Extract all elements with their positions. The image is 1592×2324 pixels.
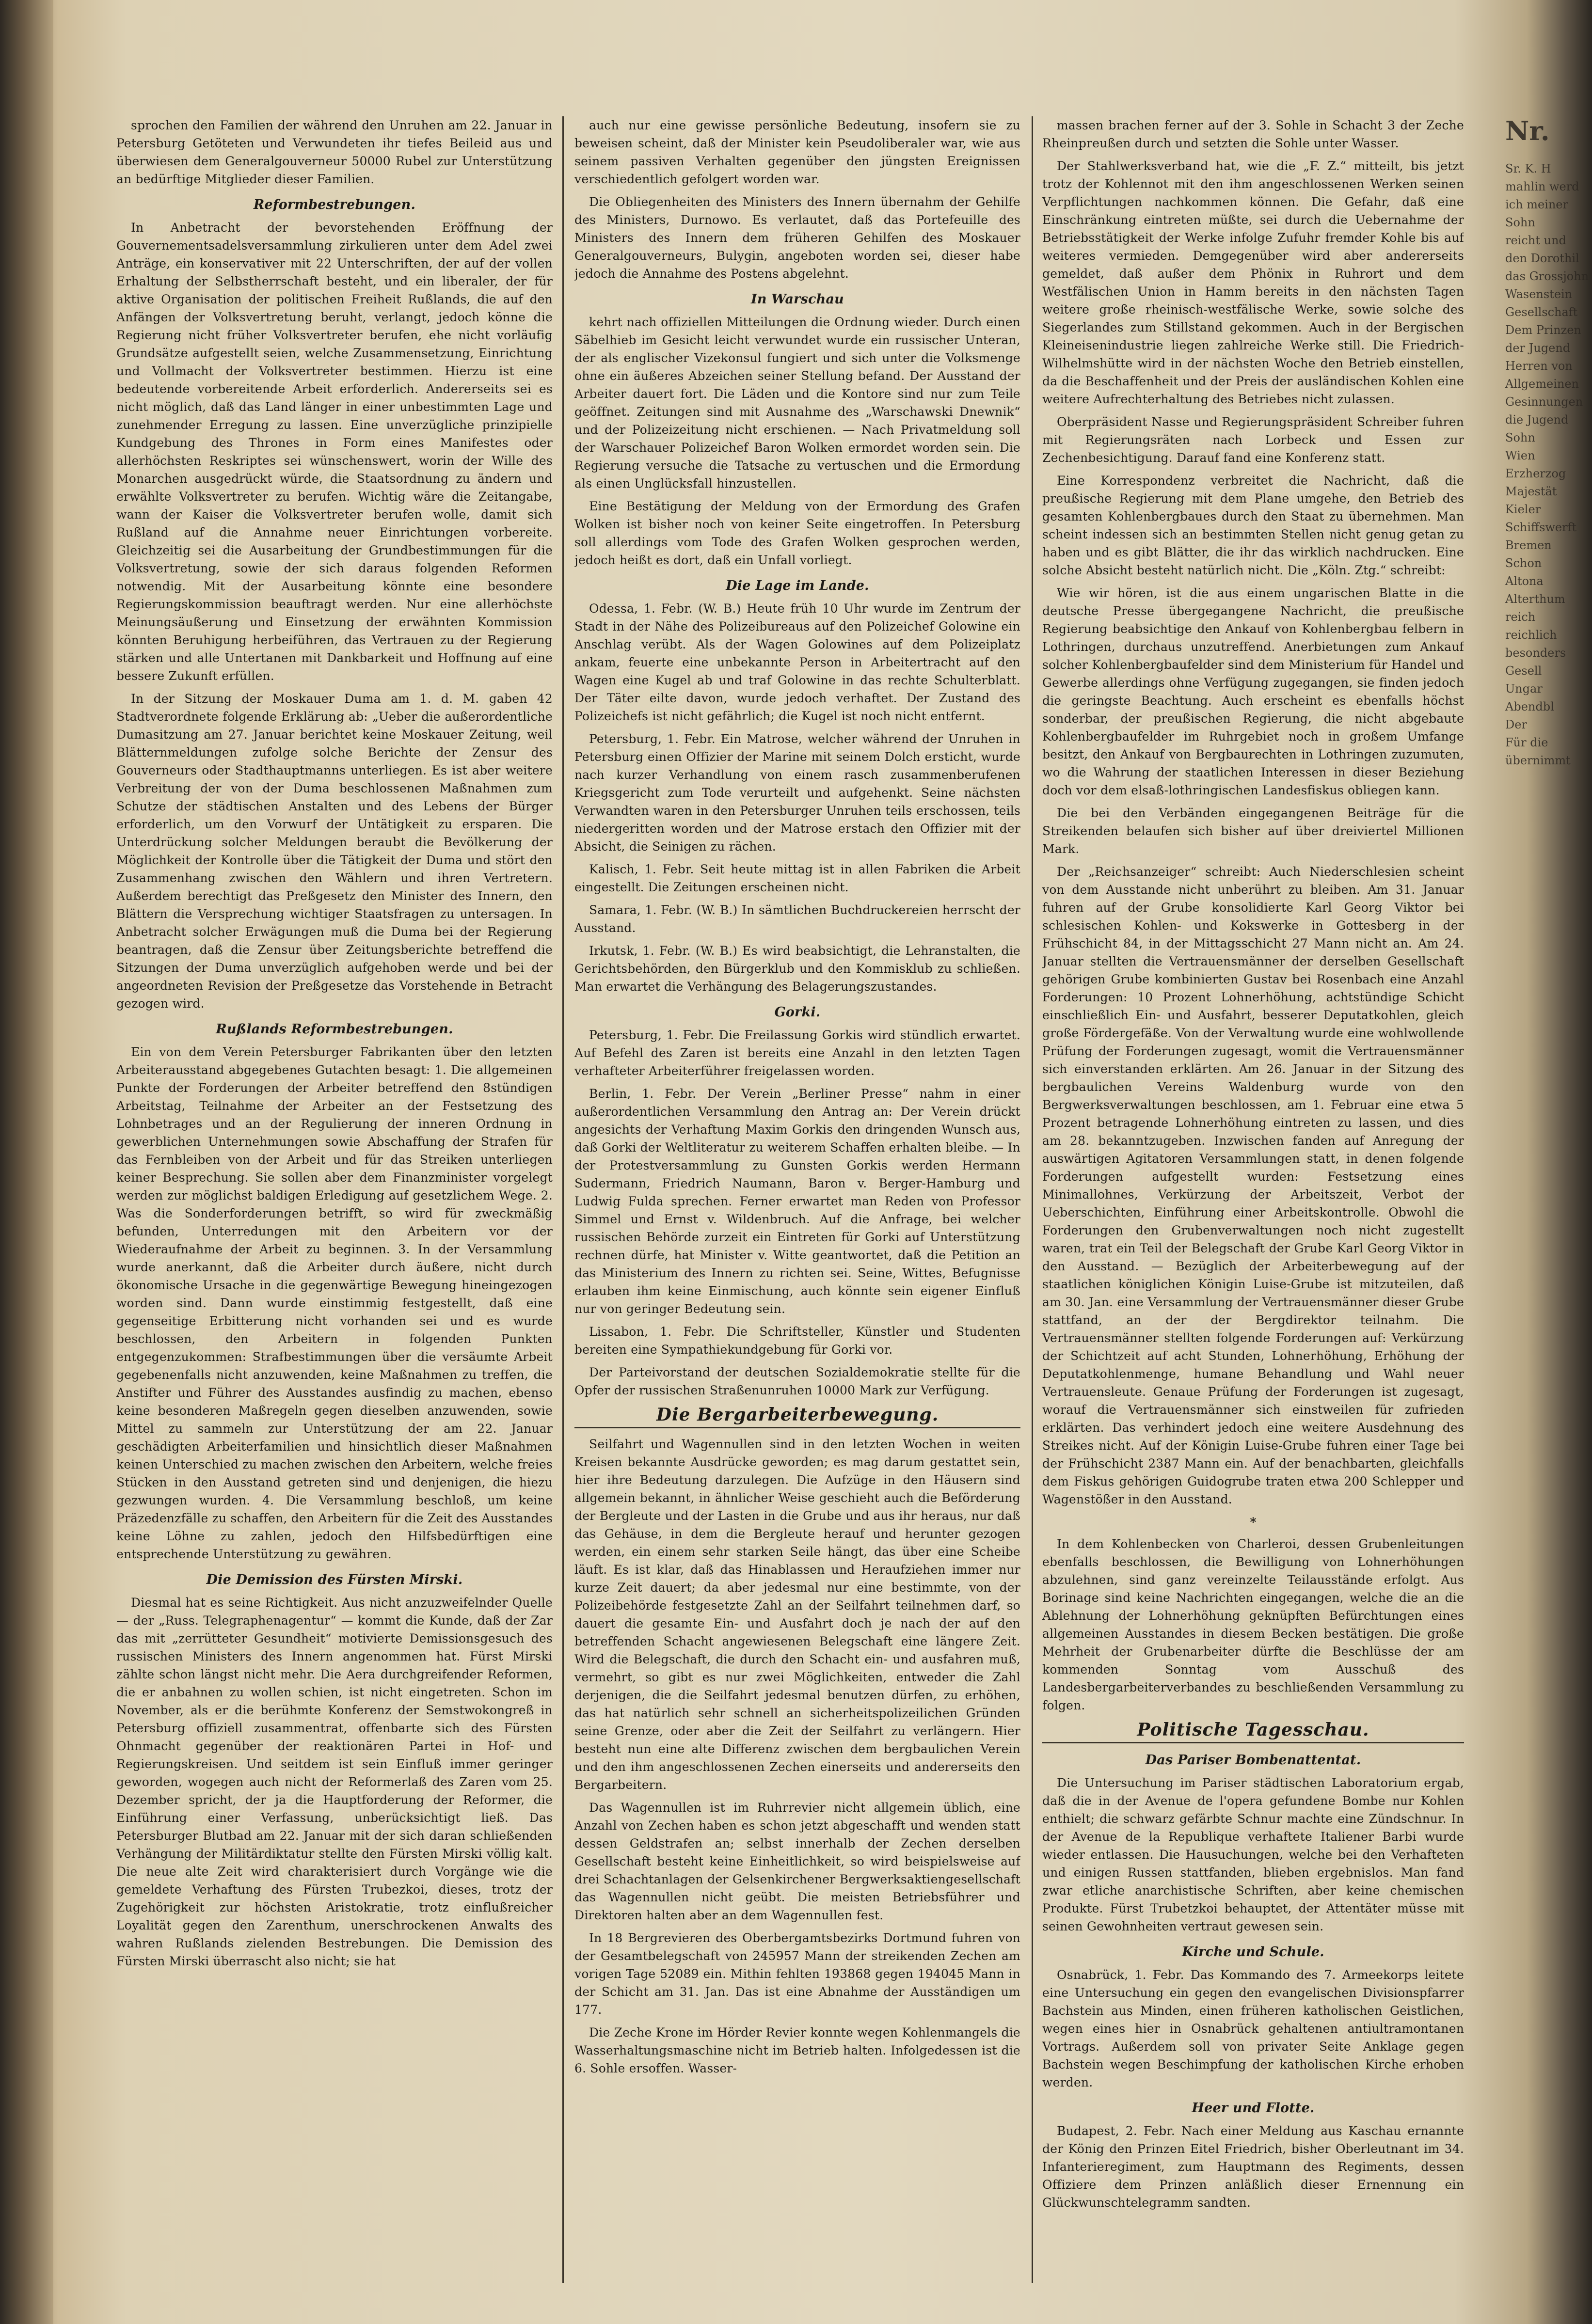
article-paragraph: Die bei den Verbänden eingegangenen Beiträge für die Streikenden belaufen sich bisher auf über dreiviertel Millionen Mark. bbox=[1042, 806, 1464, 856]
adjacent-page-text: Ungar bbox=[1505, 682, 1543, 696]
adjacent-page-text: Gesinnungen bbox=[1505, 395, 1583, 409]
newspaper-page bbox=[87, 116, 1469, 2283]
department-heading: Die Bergarbeiterbewegung. bbox=[574, 1406, 1020, 1428]
section-heading: In Warschau bbox=[751, 292, 844, 307]
department-heading: Politische Tagesschau. bbox=[1042, 1721, 1464, 1743]
article-paragraph: Ein von dem Verein Petersburger Fabrikanten über den letzten Arbeiterausstand abgegebenes Gutachten besagt: 1. Die allgemeinen Punkte der Forderungen der Arbeiter betreffend den 8stündigen Arbeitstag, Teilnahme der Arbeiter an der Festsetzung des Lohnbetrages und an der Regulierung der inneren Ordnung in gewerblichen Unternehmungen sowie Abschaffung der Strafen für das Fernbleiben von der Arbeit und für das Streiken unterliegen keiner Besprechung. Sie sollen aber dem Finanzminister vorgelegt werden zur möglichst baldigen Erledigung auf gesetzlichem Wege. 2. Was die Sonderforderungen betrifft, so wird für zweckmäßig befunden, Unterredungen mit den Arbeitern vor der Wiederaufnahme der Arbeit zu beginnen. 3. In der Versammlung wurde anerkannt, daß die Arbeiter durch äußere, nicht durch ökonomische Ursache in die gegenwärtige Bewegung hineingezogen worden sind. Dann wurde einstimmig festgestellt, daß eine gegenseitige Erbitterung nicht vorhanden sei und es wurde beschlossen, den Arbeitern in folgenden Punkten entgegenzukommen: Strafbestimmungen über die versäumte Arbeit gegebenenfalls nicht anzuwenden, keine Maßnahmen zu treffen, die Anstifter und Führer des Ausstandes ausfindig zu machen, ebenso keine besonderen Maßregeln gegen dieselben anzuwenden, sowie Mittel zu sammeln zur Unterstützung der am 22. Januar geschädigten Arbeiterfamilien und hinsichtlich dieser Maßnahmen keinen Unterschied zu machen zwischen den Arbeitern, welche freies Stücken in den Ausstand getreten sind und denjenigen, die hiezu gezwungen wurden. 4. Die Versammlung beschloß, um keine Präzedenzfälle zu schaffen, den Arbeitern für die Zeit des Ausstandes keine Löhne zu zahlen, jedoch den Hilfsbedürftigen eine entsprechende Unterstützung zu gewähren. bbox=[116, 1045, 553, 1561]
article-paragraph: Osnabrück, 1. Febr. Das Kommando des 7. Armeekorps leitete eine Untersuchung ein gegen den evangelischen Divisionspfarrer Bachstein aus Minden, einen früheren katholischen Geistlichen, wegen eines hier in Osnabrück gehaltenen antiultramontanen Vortrags. Außerdem soll von privater Seite Anklage gegen Bachstein wegen Beschimpfung der katholischen Kirche erhoben werden. bbox=[1042, 1968, 1464, 2089]
article-paragraph: Petersburg, 1. Febr. Die Freilassung Gorkis wird stündlich erwartet. Auf Befehl des Zaren ist bereits eine Anzahl in den letzten Tagen verhafteter Arbeiterführer freigelassen worden. bbox=[574, 1028, 1020, 1078]
article-paragraph: Seilfahrt und Wagennullen sind in den letzten Wochen in weiten Kreisen bekannte Ausdrücke geworden; es mag darum gestattet sein, hier ihre Bedeutung darzulegen. Die Aufzüge in den Häusern sind allgemein bekannt, in ähnlicher Weise geschieht auch die Beförderung der Bergleute und der Lasten in die Grube und aus ihr heraus, nur daß das Gehäuse, in dem die Bergleute herauf und herunter gezogen werden, ein einem sehr starken Seile hängt, das über eine Scheibe läuft. Es ist klar, daß das Hinablassen und Heraufziehen immer nur kurze Zeit dauert; da aber jedesmal nur eine bestimmte, von der Polizeibehörde festgesetzte Zahl an der Seilfahrt teilnehmen darf, so dauert die gesamte Ein- und Ausfahrt doch je nach der auf den betreffenden Schacht angewiesenen Belegschaft eine längere Zeit. Wird die Belegschaft, die durch den Schacht ein- und ausfahren muß, vermehrt, so gibt es nur zwei Möglichkeiten, entweder die Zahl derjenigen, die die Seilfahrt jedesmal benutzen dürfen, zu erhöhen, das hat natürlich sehr schnell an sicherheitspolizeilichen Gründen seine Grenze, oder aber die Zeit der Seilfahrt zu verlängern. Hier besteht nun eine alte Differenz zwischen dem bergbaulichen Verein und den ihm angeschlossenen Zechen einerseits und andererseits den Bergarbeitern. bbox=[574, 1437, 1020, 1792]
adjacent-page-text: übernimmt bbox=[1505, 754, 1571, 767]
adjacent-page-text: reicht und bbox=[1505, 234, 1566, 247]
adjacent-page-text: Sr. K. H bbox=[1505, 162, 1551, 175]
adjacent-page-text: Schiffswerft bbox=[1505, 521, 1577, 534]
section-heading: Die Lage im Lande. bbox=[726, 578, 869, 593]
section-heading: Heer und Flotte. bbox=[1192, 2101, 1315, 2116]
article-paragraph: massen brachen ferner auf der 3. Sohle in Schacht 3 der Zeche Rheinpreußen durch und setzten die Sohle unter Wasser. bbox=[1042, 118, 1464, 150]
section-heading: Die Demission des Fürsten Mirski. bbox=[206, 1572, 463, 1587]
adjacent-page-text: der Jugend bbox=[1505, 341, 1571, 355]
adjacent-page-text: Bremen bbox=[1505, 538, 1552, 552]
article-paragraph: In dem Kohlenbecken von Charleroi, dessen Grubenleitungen ebenfalls beschlossen, die Bewilligung von Lohnerhöhungen abzulehnen, sind ganz vereinzelte Teilausstände erfolgt. Aus Borinage sind keine Nachrichten eingegangen, welche die an die Ablehnung der Lohnerhöhung geknüpften Befürchtungen eines allgemeinen Ausstandes in diesem Becken bestätigen. Die große Mehrheit der Grubenarbeiter dürfte die Beschlüsse der am kommenden Sonntag vom Ausschuß des Landesbergarbeiterverbandes zu beschließenden Versammlung zu folgen. bbox=[1042, 1537, 1464, 1712]
article-paragraph: Eine Bestätigung der Meldung von der Ermordung des Grafen Wolken ist bisher noch von keiner Seite eingetroffen. In Petersburg soll allerdings vom Tode des Grafen Wolken gesprochen werden, jedoch heißt es dort, daß ein Unfall vorliegt. bbox=[574, 499, 1020, 567]
article-paragraph: Lissabon, 1. Febr. Die Schriftsteller, Künstler und Studenten bereiten eine Sympathiekundgebung für Gorki vor. bbox=[574, 1325, 1020, 1357]
column-divider bbox=[562, 116, 564, 2283]
adjacent-page-text: Herren von bbox=[1505, 359, 1573, 373]
adjacent-page-text: Für die bbox=[1505, 736, 1548, 749]
section-heading: Das Pariser Bombenattentat. bbox=[1145, 1753, 1361, 1768]
article-paragraph: Die Zeche Krone im Hörder Revier konnte wegen Kohlenmangels die Wasserhaltungsmaschine nicht im Betrieb halten. Infolgedessen ist die 6. Sohle ersoffen. Wasser- bbox=[574, 2025, 1020, 2075]
article-paragraph: Der Stahlwerksverband hat, wie die „F. Z.“ mitteilt, bis jetzt trotz der Kohlennot mit den ihm angeschlossenen Werken seinen Verpflichtungen nachkommen können. Die Gefahr, daß eine Einschränkung eintreten müßte, sei durch die Uebernahme der Betriebsstätigkeit der Werke infolge Zufuhr fremder Kohle bis auf weiteres vermieden. Demgegenüber wird aber andererseits gemeldet, daß außer dem Phönix in Ruhrort und dem Westfälischen Union in Hamm bereits in den nächsten Tagen weitere große rheinisch-westfälische Werke, sowie solche des Siegerlandes zum Stillstand gekommen. Auch in der Bergischen Kleineisenindustrie liegen zahlreiche Werke still. Die Friedrich-Wilhelmshütte wird in der nächsten Woche den Betrieb einstellen, da die Beschaffenheit und der Preis der ausländischen Kohlen eine weitere Aufrechterhaltung des Betriebes nicht zulassen. bbox=[1042, 159, 1464, 406]
article-paragraph: In Anbetracht der bevorstehenden Eröffnung der Gouvernementsadelsversammlung zirkulieren unter dem Adel zwei Anträge, ein konservativer mit 22 Unterschriften, der auf der vollen Erhaltung der Selbstherrschaft besteht, und ein liberaler, der für aktive Organisation der politischen Freiheit Rußlands, die auf den Anfängen der Volksvertretung beruht, verlangt, jedoch könne die Regierung nicht früher Volksvertreter berufen, ehe nicht vorläufig Grundsätze aufgestellt seien, welche Zusammensetzung, Einrichtung und Vollmacht der Volksvertreter bestimmen. Hierzu ist eine bedeutende vorbereitende Arbeit erforderlich. Andererseits sei es nicht möglich, daß das Land länger in einer unbestimmten Lage und zunehmender Erregung zu lassen. Eine unverzügliche prinzipielle Kundgebung des Thrones in Form eines Manifestes oder allerhöchsten Reskriptes sei wünschenswert, worin der Wille des Monarchen ausgedrückt würde, die Staatsordnung zu ändern und erwählte Volksvertreter zu berufen. Wichtig wäre die Zeitangabe, wann der Kaiser die Volksvertreter berufen wolle, damit sich Rußland auf die Annahme neuer Einrichtungen vorbereite. Gleichzeitig sei die Ausarbeitung der Grundbestimmungen für die Volksvertretung, sowie der sich daraus folgenden Reformen notwendig. Mit der Ausarbeitung könnte eine besondere Regierungskommission beauftragt werden. Nur eine allerhöchste Meinungsäußerung und Einsetzung der erwähnten Kommission könnten Beruhigung herbeiführen, das Vertrauen zu der Regierung stärken und alle Untertanen mit Dankbarkeit und Hoffnung auf eine bessere Zukunft erfüllen. bbox=[116, 221, 553, 683]
adjacent-page-text: Sohn bbox=[1505, 216, 1535, 229]
adjacent-page-text: reich bbox=[1505, 610, 1536, 624]
column-middle bbox=[574, 116, 1020, 2283]
adjacent-page-text: mahlin werd bbox=[1505, 180, 1579, 193]
adjacent-page-text: Gesell bbox=[1505, 664, 1542, 678]
article-paragraph: Die Untersuchung im Pariser städtischen Laboratorium ergab, daß die in der Avenue de l'opera gefundene Bombe nur Kohlen enthielt; die schwarz gefärbte Schnur machte eine Zündschnur. In der Avenue de la Republique verhaftete Italiener Barbi wurde wieder entlassen. Die Hausuchungen, welche bei den Verhafteten und einigen Russen stattfanden, blieben ergebnislos. Man fand zwar etliche anarchistische Schriften, aber keine chemischen Produkte. Fürst Trubetzkoi behauptet, der Attentäter müsse mit seinen Gewohnheiten vertraut gewesen sein. bbox=[1042, 1776, 1464, 1933]
adjacent-page-text: ich meiner bbox=[1505, 198, 1568, 211]
article-paragraph: sprochen den Familien der während den Unruhen am 22. Januar in Petersburg Getöteten und Verwundeten ihr tiefes Beileid aus und überwiesen dem Generalgouverneur 50000 Rubel zur Unterstützung an bedürftige Mitglieder dieser Familien. bbox=[116, 118, 553, 186]
column-right bbox=[1042, 116, 1464, 2283]
section-heading: Kirche und Schule. bbox=[1182, 1945, 1324, 1960]
article-paragraph: Die Obliegenheiten des Ministers des Innern übernahm der Gehilfe des Ministers, Durnowo. Es verlautet, daß das Portefeuille des Ministers des Innern dem früheren Gehilfen des Moskauer Generalgouverneurs, Bulygin, angeboten worden sei, dieser habe jedoch die Annahme des Postens abgelehnt. bbox=[574, 195, 1020, 281]
article-paragraph: Der Parteivorstand der deutschen Sozialdemokratie stellte für die Opfer der russischen Straßenunruhen 10000 Mark zur Verfügung. bbox=[574, 1365, 1020, 1397]
article-paragraph: Samara, 1. Febr. (W. B.) In sämtlichen Buchdruckereien herrscht der Ausstand. bbox=[574, 903, 1020, 935]
article-paragraph: Odessa, 1. Febr. (W. B.) Heute früh 10 Uhr wurde im Zentrum der Stadt in der Nähe des Polizeibureaus auf den Polizeichef Golowine ein Anschlag verübt. Als der Wagen Golowines auf dem Polizeiplatz ankam, feuerte eine unbekannte Person in Arbeitertracht auf den Wagen eine Kugel ab und traf Golowine in das rechte Schulterblatt. Der Täter eilte davon, wurde jedoch verhaftet. Der Zustand des Polizeichefs ist nicht gefährlich; die Kugel ist noch nicht entfernt. bbox=[574, 601, 1020, 723]
adjacent-page-text: Gesellschaft bbox=[1505, 305, 1578, 319]
adjacent-page-text: den Dorothil bbox=[1505, 252, 1579, 265]
adjacent-page-text: Abendbl bbox=[1505, 700, 1554, 713]
adjacent-page-text: Sohn bbox=[1505, 431, 1535, 444]
adjacent-page-text: besonders bbox=[1505, 646, 1566, 660]
adjacent-page-text: Alterthum bbox=[1505, 592, 1565, 606]
adjacent-page-text: Kieler bbox=[1505, 503, 1541, 516]
article-paragraph: Der „Reichsanzeiger“ schreibt: Auch Niederschlesien scheint von dem Ausstande nicht unberührt zu bleiben. Am 31. Januar fuhren auf der Grube konsolidierte Karl Georg Viktor bei schlesischen Kohlen- und Kokswerke in Gottesberg in der Frühschicht 84, in der Mittagsschicht 27 Mann nicht an. Am 24. Januar stellten die Vertrauensmänner der derselben Gesellschaft gehörigen Grube kombinierten Gustav bei Rosenbach eine Anzahl Forderungen: 10 Prozent Lohnerhöhung, achtstündige Schicht einschließlich Ein- und Ausfahrt, besserer Deputatkohlen, gleich große Fördergefäße. Von der Verwaltung wurde eine wohlwollende Prüfung der Forderungen zugesagt, womit die Vertrauensmänner sich einverstanden erklärten. Am 26. Januar in der Sitzung des bergbaulichen Vereins Waldenburg wurde von den Bergwerksverwaltungen beschlossen, am 1. Februar eine etwa 5 Prozent betragende Lohnerhöhung eintreten zu lassen, und dies am 28. bekanntzugeben. Inzwischen fanden auf Anregung der auswärtigen Agitatoren Versammlungen statt, in denen folgende Forderungen aufgestellt wurden: Festsetzung eines Minimallohnes, Verkürzung der Arbeitszeit, Verbot der Ueberschichten, Einführung einer Arbeitskontrolle. Obwohl die Forderungen den Grubenverwaltungen noch nicht zugestellt waren, trat ein Teil der Belegschaft der Grube Karl Georg Viktor in den Ausstand. — Bezüglich der Arbeiterbewegung auf der staatlichen königlichen Königin Luise-Grube ist mitzuteilen, daß am 30. Jan. eine Versammlung der Vertrauensmänner dieser Grube stattfand, an der der Bergdirektor teilnahm. Die Vertrauensmänner stellten folgende Forderungen auf: Verkürzung der Schichtzeit auf acht Stunden, Lohnerhöhung, Erhöhung der Deputatkohlenmenge, humane Behandlung und Wahl neuer Vertrauensleute. Genaue Prüfung der Forderungen ist zugesagt, worauf die Vertrauensmänner sich einstweilen für zufrieden erklärten. Das verhindert jedoch eine weitere Ausdehnung des Streikes nicht. Auf der Königin Luise-Grube fuhren einer Tage bei der Frühschicht 2387 Mann ein. Auf der benachbarten, gleichfalls dem Fiskus gehörigen Guidogrube traten etwa 200 Schlepper und Wagenstößer in den Ausstand. bbox=[1042, 865, 1464, 1506]
adjacent-page-edge bbox=[1505, 116, 1592, 1958]
adjacent-page-text: Allgemeinen bbox=[1505, 377, 1579, 391]
separator-mark: * bbox=[1250, 1515, 1257, 1529]
article-paragraph: In der Sitzung der Moskauer Duma am 1. d. M. gaben 42 Stadtverordnete folgende Erklärung ab: „Ueber die außerordentliche Dumasitzung am 27. Januar berichtet keine Moskauer Zeitung, weil Blätternmeldungen zufolge solche Berichte der Zensur des Gouverneurs oder Stadthauptmanns unterliegen. Es ist aber weitere Verbreitung der von der Duma beschlossenen Maßnahmen zum Schutze der städtischen Anstalten und des Lebens der Bürger erforderlich, um den Vorwurf der Untätigkeit zu ersparen. Die Unterdrückung solcher Meldungen beraubt die Bevölkerung der Möglichkeit der Kontrolle über die Tätigkeit der Duma und stört den Zusammenhang zwischen den Wählern und ihren Vertretern. Außerdem berechtigt das Preßgesetz den Minister des Innern, den Blättern die Versprechung wichtiger Staatsfragen zu untersagen. In Anbetracht solcher Erwägungen muß die Duma bei der Regierung beantragen, daß die Zensur über Zeitungsberichte betreffend die Sitzungen der Duma unverzüglich aufgehoben werde und bei der angeordneten Revision der Preßgesetze das Vorstehende in Betracht gezogen wird. bbox=[116, 692, 553, 1011]
article-paragraph: Budapest, 2. Febr. Nach einer Meldung aus Kaschau ernannte der König den Prinzen Eitel Friedrich, bisher Oberleutnant im 34. Infanterieregiment, zum Hauptmann des Regiments, dessen Offiziere dem Prinzen anläßlich dieser Ernennung ein Glückwunschtelegramm sandten. bbox=[1042, 2124, 1464, 2210]
article-paragraph: Das Wagennullen ist im Ruhrrevier nicht allgemein üblich, eine Anzahl von Zechen haben es schon jetzt abgeschafft und wenden statt dessen Geldstrafen an; selbst innerhalb der Zechen derselben Gesellschaft besteht keine Einheitlichkeit, so wird beispielsweise auf drei Schachtanlagen der Gelsenkirchener Bergwerksaktiengesellschaft das Wagennullen nicht geübt. Die meisten Betriebsführer und Direktoren halten aber an dem Wagennullen fest. bbox=[574, 1801, 1020, 1922]
article-paragraph: Kalisch, 1. Febr. Seit heute mittag ist in allen Fabriken die Arbeit eingestellt. Die Zeitungen erscheinen nicht. bbox=[574, 862, 1020, 894]
adjacent-page-text: Schon bbox=[1505, 556, 1542, 570]
article-paragraph: Berlin, 1. Febr. Der Verein „Berliner Presse“ nahm in einer außerordentlichen Versammlung den Antrag an: Der Verein drückt angesichts der Verhaftung Maxim Gorkis den dringenden Wunsch aus, daß Gorki der Weltliteratur zu weiterem Schaffen erhalten bleibe. — In der Protestversammlung zu Gunsten Gorkis werden Hermann Sudermann, Friedrich Naumann, Baron v. Berger-Hamburg und Ludwig Fulda sprechen. Ferner erwartet man Reden von Professor Simmel und Ernst v. Wildenbruch. Auf die Anfrage, bei welcher russischen Behörde zurzeit ein Eintreten für Gorki auf Unterstützung rechnen dürfe, hat Minister v. Witte geantwortet, daß die Petition an das Ministerium des Innern zu richten sei. Seine, Wittes, Befugnisse erlauben ihm keine Einmischung, auch könnte sein eigener Einfluß nur von geringer Bedeutung sein. bbox=[574, 1087, 1020, 1316]
adjacent-page-text: Majestät bbox=[1505, 485, 1557, 498]
adjacent-page-text: Altona bbox=[1505, 574, 1544, 588]
article-paragraph: kehrt nach offiziellen Mitteilungen die Ordnung wieder. Durch einen Säbelhieb im Gesicht leicht verwundet wurde ein russischer Unteran, der als englischer Vizekonsul fungiert und sich unter die Volksmenge ohne ein äußeres Abzeichen seiner Stellung befand. Der Ausstand der Arbeiter dauert fort. Die Läden und die Kontore sind nur zum Teile geöffnet. Zeitungen sind mit Ausnahme des „Warschawski Dnewnik“ und der Polizeizeitung nicht erschienen. — Nach Privatmeldung soll der Warschauer Polizeichef Baron Wolken ermordet worden sein. Die Regierung versuche die Tatsache zu vertuschen und die Ermordung als einen Unglücksfall hinzustellen. bbox=[574, 315, 1020, 490]
section-heading: Gorki. bbox=[774, 1005, 821, 1020]
adjacent-page-text: die Jugend bbox=[1505, 413, 1569, 427]
article-paragraph: Petersburg, 1. Febr. Ein Matrose, welcher während der Unruhen in Petersburg einen Offizier der Marine mit seinem Dolch ersticht, wurde nach kurzer Verhandlung von einem rasch zusammenberufenen Kriegsgericht zum Tode verurteilt und aufgehenkt. Seine nächsten Verwandten waren in den Petersburger Unruhen teils erschossen, teils niedergeritten worden und der Matrose erstach den Offizier mit der Absicht, die Seinigen zu rächen. bbox=[574, 732, 1020, 854]
adjacent-page-text: Nr. bbox=[1505, 116, 1550, 146]
article-paragraph: auch nur eine gewisse persönliche Bedeutung, insofern sie zu beweisen scheint, daß der Minister kein Pseudoliberaler war, wie aus seinem passiven Verhalten gegenüber den jüngsten Ereignissen verschiedentlich gefolgert worden war. bbox=[574, 118, 1020, 186]
article-paragraph: Oberpräsident Nasse und Regierungspräsident Schreiber fuhren mit Regierungsräten nach Lorbeck und Essen zur Zechenbesichtigung. Darauf fand eine Konferenz statt. bbox=[1042, 415, 1464, 465]
adjacent-page-text: reichlich bbox=[1505, 628, 1557, 642]
column-divider bbox=[1032, 116, 1033, 2283]
adjacent-page-text: Wasenstein bbox=[1505, 287, 1573, 301]
column-left bbox=[116, 116, 553, 2283]
article-paragraph: Diesmal hat es seine Richtigkeit. Aus nicht anzuzweifelnder Quelle — der „Russ. Telegraphenagentur“ — kommt die Kunde, daß der Zar das mit „zerrütteter Gesundheit“ motivierte Demissionsgesuch des russischen Ministers des Innern angenommen hat. Fürst Mirski zählte schon längst nicht mehr. Die Aera durchgreifender Reformen, die er anbahnen zu wollen schien, ist nicht eingetreten. Schon im November, als er die berühmte Konferenz der Semstwokongreß in Petersburg offiziell zusammentrat, offenbarte sich des Fürsten Ohnmacht gegenüber der reaktionären Partei in Hof- und Regierungskreisen. Und seitdem ist sein Einfluß immer geringer geworden, wogegen auch nicht der Reformerlaß des Zaren vom 25. Dezember spricht, der ja die Hauptforderung der Reformer, die Einführung einer Verfassung, unberücksichtigt ließ. Das Petersburger Blutbad am 22. Januar mit der sich daran schließenden Verhängung der Militärdiktatur stellte den Fürsten Mirski völlig kalt. Die neue alte Zeit wird charakterisiert durch Vorgänge wie die gemeldete Verhaftung des Fürsten Trubezkoi, dieses, trotz der Zugehörigkeit zur höchsten Aristokratie, trotz einflußreicher Loyalität gegen den Zarenthum, unerschrockenen Anwalts des wahren Rußlands zielenden Bestrebungen. Die Demission des Fürsten Mirski überrascht also nicht; sie hat bbox=[116, 1596, 553, 1968]
adjacent-page-text: Erzherzog bbox=[1505, 467, 1566, 480]
section-heading: Reformbestrebungen. bbox=[253, 197, 416, 212]
adjacent-page-text: Der bbox=[1505, 718, 1527, 731]
page-binding bbox=[0, 0, 53, 2324]
section-heading: Rußlands Reformbestrebungen. bbox=[216, 1022, 453, 1037]
adjacent-page-text: das Grossjohn bbox=[1505, 269, 1589, 283]
adjacent-page-text: Wien bbox=[1505, 449, 1535, 462]
article-paragraph: Wie wir hören, ist die aus einem ungarischen Blatte in die deutsche Presse übergegangene Nachricht, die preußische Regierung beabsichtige den Ankauf von Kohlenbergbau felbern in Lothringen, durchaus unzutreffend. Anerbietungen zum Ankauf solcher Kohlenbergbaufelder sind dem Ministerium für Handel und Gewerbe allerdings ohne Verfügung zugegangen, sie finden jedoch die geringste Beachtung. Auch erscheint es ebenfalls höchst sonderbar, der preußischen Regierung, die nicht abgebaute Kohlenbergbaufelder im Ruhrgebiet noch in großem Umfange besitzt, den Ankauf von Bergbaurechten in Lothringen zuzumuten, wo die Wahrung der staatlichen Interessen in dieser Beziehung doch vor dem elsaß-lothringischen Landesfiskus obliegen kann. bbox=[1042, 586, 1464, 797]
article-paragraph: Irkutsk, 1. Febr. (W. B.) Es wird beabsichtigt, die Lehranstalten, die Gerichtsbehörden, den Bürgerklub und den Kommisklub zu schließen. Man erwartet die Verhängung des Belagerungszustandes. bbox=[574, 944, 1020, 994]
article-paragraph: In 18 Bergrevieren des Oberbergamtsbezirks Dortmund fuhren von der Gesamtbelegschaft von 245957 Mann der streikenden Zechen am vorigen Tage 52089 ein. Mithin fehlten 193868 gegen 194045 Mann in der Schicht am 31. Jan. Das ist eine Abnahme der Ausständigen um 177. bbox=[574, 1931, 1020, 2017]
article-paragraph: Eine Korrespondenz verbreitet die Nachricht, daß die preußische Regierung mit dem Plane umgehe, den Betrieb des gesamten Kohlenbergbaues durch den Staat zu übernehmen. Man scheint indessen sich an bestimmten Stellen nicht genug getan zu haben und es gibt Blätter, die ihr das wirklich nachdrucken. Eine solche Absicht besteht natürlich nicht. Die „Köln. Ztg.“ schreibt: bbox=[1042, 474, 1464, 577]
adjacent-page-text: Dem Prinzen bbox=[1505, 323, 1581, 337]
